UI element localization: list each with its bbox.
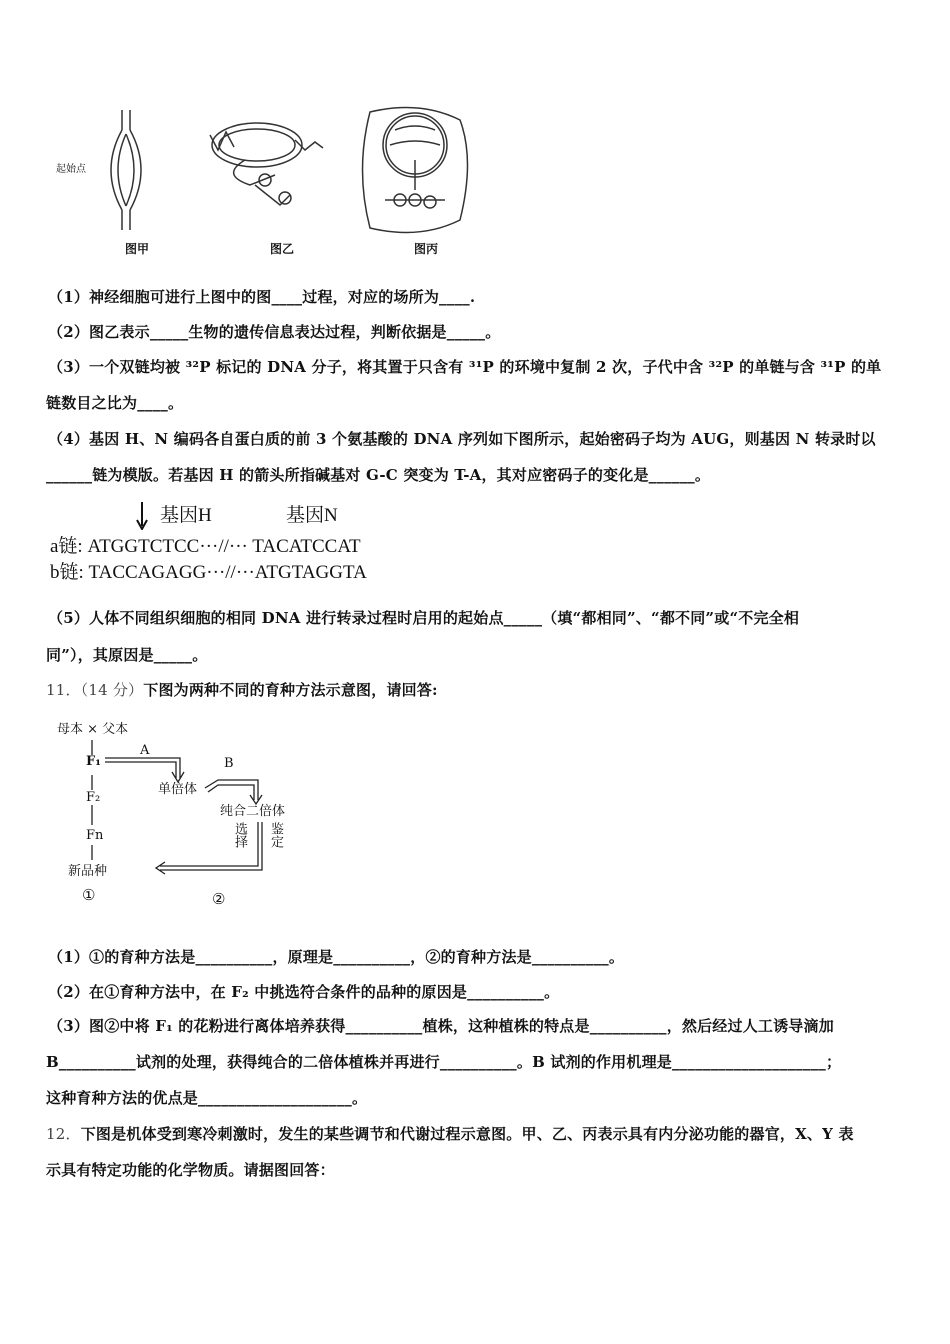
f1-label: F₁ [86, 754, 101, 769]
fn-label: Fn [86, 828, 104, 843]
gene-n-label: 基因N [286, 505, 338, 526]
caption-jia: 图甲 [125, 242, 150, 256]
pure-diploid-label: 纯合二倍体 [220, 804, 286, 819]
q11-part3: （3）图②中将 F₁ 的花粉进行离体培养获得__________植株，这种植株的特点是__________，然后经过人工诱导滴加 [48, 1017, 834, 1035]
q12-number: 12． [46, 1125, 81, 1143]
caption-yi: 图乙 [270, 242, 295, 256]
start-point-label: 起始点 [56, 164, 86, 175]
q12-line1: 下图是机体受到寒冷刺激时，发生的某些调节和代谢过程示意图。甲、乙、丙表示具有内分泌功能的器官，X、Y 表 [80, 1125, 854, 1143]
b-label: B [224, 756, 234, 771]
parents-label: 母本 × 父本 [57, 722, 129, 737]
q10-part3: （3）一个双链均被 ³²P 标记的 DNA 分子，将其置于只含有 ³¹P 的环境中复制 2 次，子代中含 ³²P 的单链与含 ³¹P 的单 [48, 358, 882, 376]
q10-part4: （4）基因 H、N 编码各自蛋白质的前 3 个氨基酸的 DNA 序列如下图所示，起始密码子均为 AUG，则基因 N 转录时以 [48, 430, 876, 448]
q10-part4-cont: ______链为模版。若基因 H 的箭头所指碱基对 G-C 突变为 T-A，其对应密码子的变化是______。 [46, 466, 711, 484]
arrow-down-icon [136, 502, 148, 530]
q10-part1: （1）神经细胞可进行上图中的图____过程，对应的场所为____. [48, 288, 476, 306]
new-variety-label: 新品种 [68, 864, 108, 879]
caption-bing: 图丙 [414, 242, 439, 256]
q10-part5: （5）人体不同组织细胞的相同 DNA 进行转录过程时启用的起始点_____（填“都相同”、“都不同”或“不完全相 [48, 609, 800, 627]
gene-h-label: 基因H [160, 505, 212, 526]
q10-part5-cont: 同”），其原因是_____。 [46, 646, 208, 664]
b-chain: b链: TACCAGAGG···//···ATGTAGGTA [50, 562, 367, 583]
q12-line2: 示具有特定功能的化学物质。请据图回答： [46, 1161, 335, 1179]
select-label: 选择 [232, 822, 247, 848]
method1-marker: ① [82, 886, 96, 904]
q11-number: 11．（14 分） [46, 681, 144, 699]
q11-part3-cont2: 这种育种方法的优点是____________________。 [46, 1089, 368, 1107]
identify-label: 鉴定 [268, 822, 283, 848]
haploid-label: 单倍体 [158, 782, 198, 797]
q11-title: 下图为两种不同的育种方法示意图，请回答: [143, 681, 438, 699]
q11-part1: （1）①的育种方法是__________，原理是__________，②的育种方法是__________。 [48, 948, 625, 966]
a-chain: a链: ATGGTCTCC···//··· TACATCCAT [50, 536, 361, 557]
a-label: A [140, 743, 150, 758]
method2-marker: ② [212, 890, 226, 908]
q11-part3-cont1: B__________试剂的处理，获得纯合的二倍体植株并再进行__________。B 试剂的作用机理是____________________； [46, 1053, 842, 1071]
q11-part2: （2）在①育种方法中，在 F₂ 中挑选符合条件的品种的原因是__________。 [48, 983, 560, 1001]
q10-part3-cont: 链数目之比为____。 [46, 394, 184, 412]
f2-label: F₂ [86, 790, 101, 805]
q10-part2: （2）图乙表示_____生物的遗传信息表达过程，判断依据是_____。 [48, 323, 501, 341]
breeding-diagram [40, 710, 310, 920]
